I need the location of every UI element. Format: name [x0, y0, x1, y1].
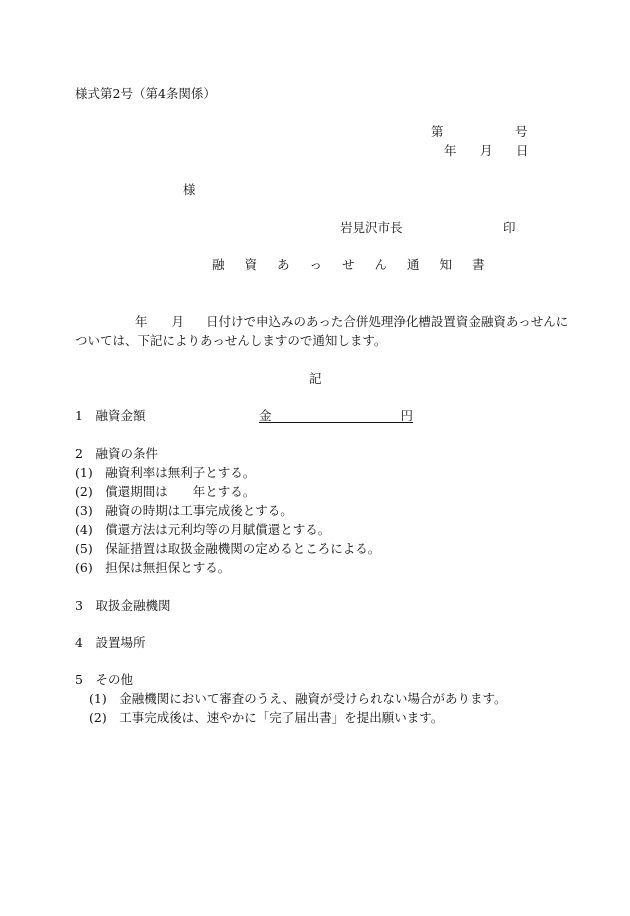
issuer-name: 岩見沢市長	[340, 220, 403, 235]
ki-marker: 記	[309, 371, 322, 386]
title-char: 資	[244, 257, 258, 272]
amount-field	[259, 406, 413, 423]
amount-prefix: 金	[259, 408, 272, 423]
title-char: せ	[342, 257, 355, 272]
title-char: っ	[309, 257, 323, 272]
body-month: 月	[171, 314, 185, 329]
other-item: (2) 工事完成後は、速やかに「完了届出書」を提出願います。	[89, 710, 444, 725]
body-text: 日付けで申込みのあった合併処理浄化槽設置資金融資あっせんに	[206, 314, 569, 329]
section-4-label: 4 設置場所	[75, 635, 146, 650]
condition-item: (6) 担保は無担保とする。	[75, 560, 231, 575]
title-char: 書	[472, 257, 485, 272]
condition-item: (5) 保証措置は取扱金融機関の定めるところによる。	[75, 541, 381, 556]
form-number: 様式第2号（第4条関係）	[75, 86, 216, 101]
body-line-2: ついては、下記によりあっせんしますので通知します。	[75, 333, 387, 348]
condition-item: (1) 融資利率は無利子とする。	[75, 465, 256, 480]
title-char: あ	[277, 257, 290, 272]
condition-item: (3) 融資の時期は工事完成後とする。	[75, 503, 293, 518]
number-suffix: 号	[515, 124, 528, 139]
document-title	[212, 255, 485, 273]
section-2-label: 2 融資の条件	[75, 446, 158, 461]
addressee-suffix: 様	[183, 182, 196, 197]
date-year: 年	[444, 143, 457, 158]
condition-item: (4) 償還方法は元利均等の月賦償還とする。	[75, 522, 331, 537]
date-month: 月	[480, 143, 493, 158]
section-1-label: 1 融資金額	[75, 408, 146, 423]
section-5-label: 5 その他	[75, 672, 133, 687]
condition-item: (2) 償還期間は 年とする。	[75, 484, 256, 499]
title-char: 融	[212, 257, 225, 272]
number-prefix: 第	[431, 124, 444, 139]
title-char: 通	[407, 257, 420, 272]
seal-mark: 印	[503, 220, 516, 235]
other-item: (1) 金融機関において審査のうえ、融資が受けられない場合があります。	[89, 691, 507, 706]
body-year: 年	[135, 314, 148, 329]
section-3-label: 3 取扱金融機関	[75, 598, 171, 613]
amount-suffix: 円	[400, 408, 413, 423]
title-char: ん	[374, 257, 388, 272]
body-line-1	[75, 312, 568, 330]
date-day: 日	[516, 143, 529, 158]
title-char: 知	[439, 257, 453, 272]
